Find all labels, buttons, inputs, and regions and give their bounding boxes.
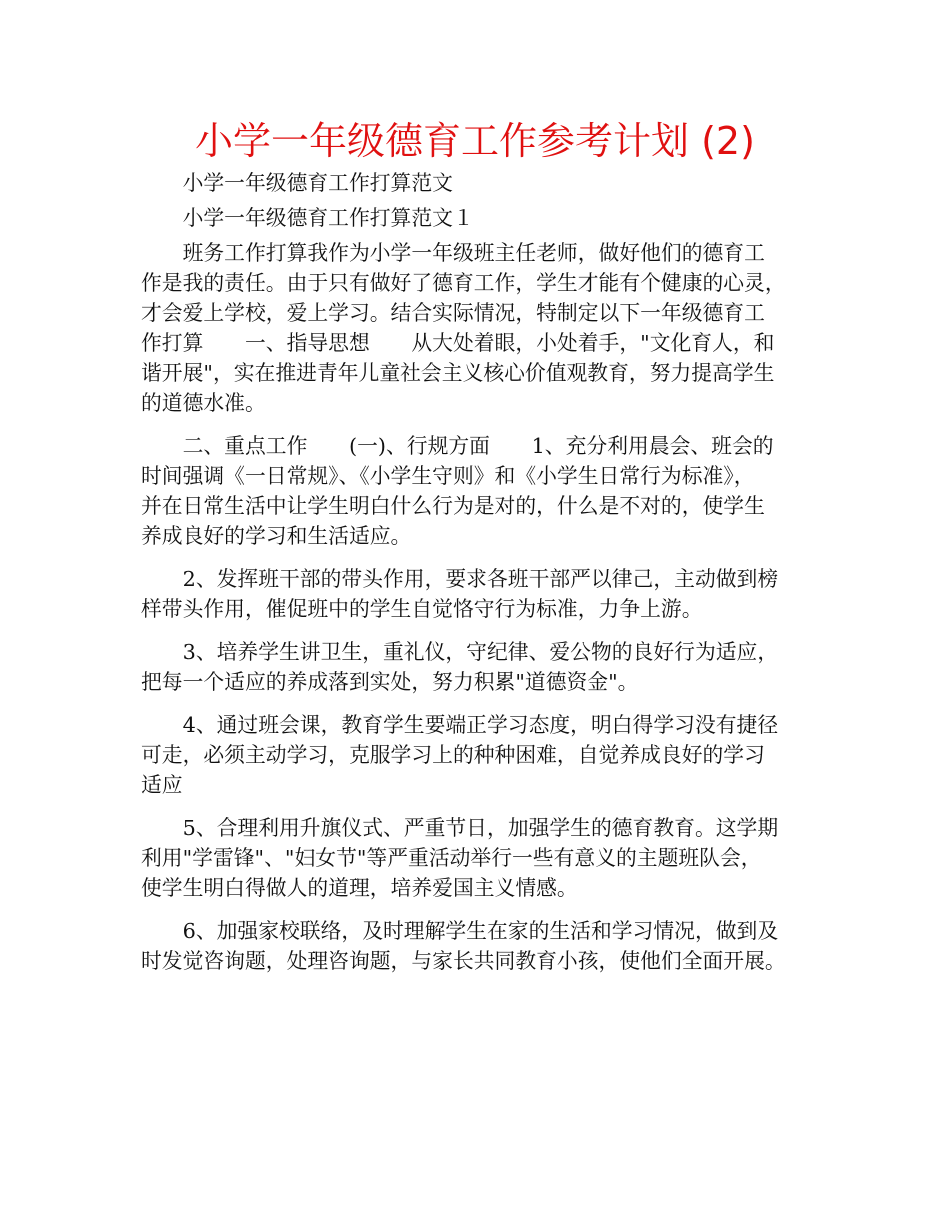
paragraph-line: 可走，必须主动学习，克服学习上的种种困难，自觉养成良好的学习: [141, 743, 765, 767]
paragraph-line: 谐开展"，实在推进青年儿童社会主义核心价值观教育，努力提高学生: [141, 361, 775, 385]
paragraph: [141, 813, 817, 903]
paragraph: [141, 637, 817, 697]
paragraph-line: 3、培养学生讲卫生，重礼仪，守纪律、爱公物的良好行为适应，: [141, 640, 779, 664]
paragraph-line: 作是我的责任。由于只有做好了德育工作，学生才能有个健康的心灵，: [141, 271, 786, 295]
paragraph-line: 使学生明白得做人的道理，培养爱国主义情感。: [141, 876, 578, 900]
paragraph-line: 并在日常生活中让学生明白什么行为是对的，什么是不对的，使学生: [141, 494, 765, 518]
document-title: 小学一年级德育工作参考计划 (2): [195, 119, 755, 163]
paragraph-line: 作打算 一、指导思想 从大处着眼，小处着手，"文化育人，和: [141, 331, 775, 355]
paragraph: [141, 710, 817, 800]
paragraph-line: 养成良好的学习和生活适应。: [141, 524, 412, 548]
document-body: [141, 168, 817, 976]
paragraph-line: 利用"学雷锋"、"妇女节"等严重活动举行一些有意义的主题班队会，: [141, 846, 762, 870]
paragraph-line: 4、通过班会课，教育学生要端正学习态度，明白得学习没有捷径: [141, 713, 779, 737]
paragraph-line: 时间强调《一日常规》、《小学生守则》和《小学生日常行为标准》，: [141, 464, 755, 488]
subtitle-line: 小学一年级德育工作打算范文１: [182, 206, 474, 230]
paragraph-line: 5、合理利用升旗仪式、严重节日，加强学生的德育教育。这学期: [141, 816, 779, 840]
subtitle-line: 小学一年级德育工作打算范文: [182, 171, 453, 195]
paragraph-line: 才会爱上学校，爱上学习。结合实际情况，特制定以下一年级德育工: [141, 301, 765, 325]
paragraph-line: 班务工作打算我作为小学一年级班主任老师，做好他们的德育工: [141, 241, 765, 265]
paragraph: [141, 916, 817, 976]
paragraph-line: 2、发挥班干部的带头作用，要求各班干部严以律己，主动做到榜: [141, 567, 779, 591]
paragraph-line: 6、加强家校联络，及时理解学生在家的生活和学习情况，做到及: [141, 919, 779, 943]
paragraph-line: 适应: [141, 773, 183, 797]
paragraph-line: 把每一个适应的养成落到实处，努力积累"道德资金"。: [141, 670, 639, 694]
paragraph-line: 二、重点工作 (一)、行规方面 1、充分利用晨会、班会的: [141, 434, 774, 458]
paragraph-line: 时发觉咨询题，处理咨询题，与家长共同教育小孩，使他们全面开展。: [141, 949, 786, 973]
paragraph-line: 的道德水准。: [141, 391, 266, 415]
paragraph-line: 样带头作用，催促班中的学生自觉恪守行为标准，力争上游。: [141, 597, 703, 621]
paragraph: [141, 431, 817, 551]
paragraph: [141, 238, 817, 418]
paragraph: [141, 564, 817, 624]
